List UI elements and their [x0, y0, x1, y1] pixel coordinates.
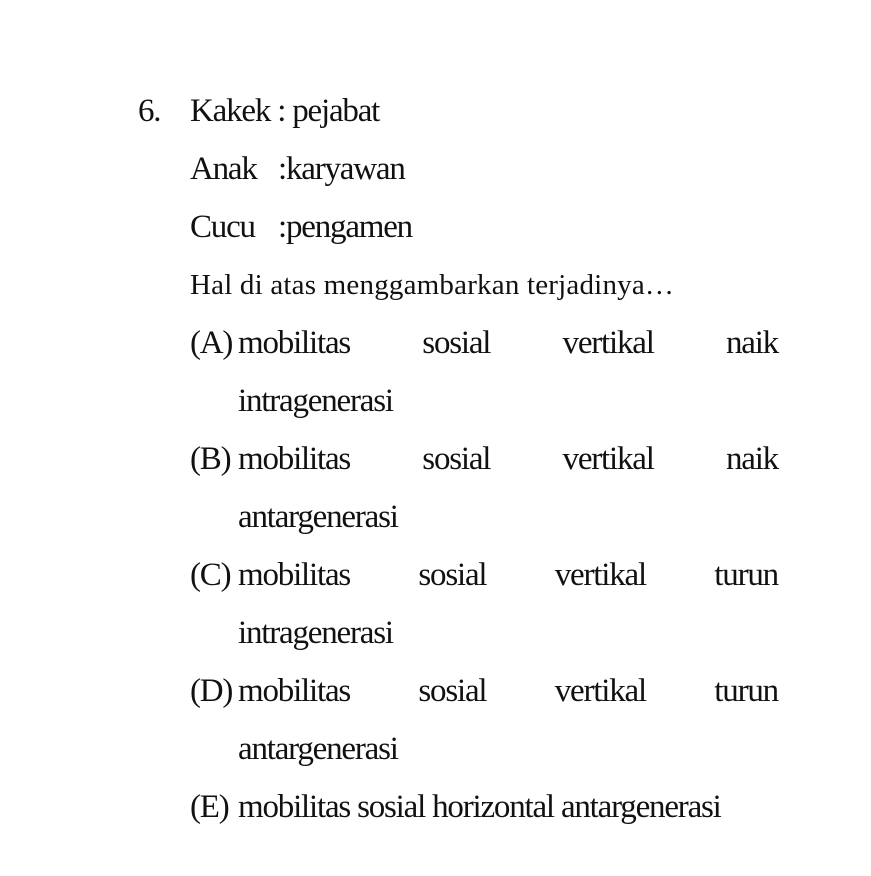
option-text — [238, 778, 778, 836]
stem-kakek — [190, 93, 778, 130]
option-line-1 — [238, 662, 778, 720]
option-c[interactable] — [190, 546, 778, 662]
stem-label: Cucu — [190, 208, 255, 245]
option-letter: (E) — [190, 789, 229, 825]
option-word: vertikal — [562, 440, 654, 477]
option-text — [238, 430, 778, 546]
stem-cucu — [190, 198, 778, 256]
option-text — [238, 546, 778, 662]
option-line-1 — [238, 546, 778, 604]
option-word: mobilitas — [238, 672, 351, 709]
option-line-2: intragenerasi — [238, 383, 393, 419]
option-word: vertikal — [554, 556, 646, 593]
question-prompt: Hal di atas menggambarkan terjadinya… — [190, 268, 675, 301]
option-b[interactable] — [190, 430, 778, 546]
option-word: vertikal — [562, 324, 654, 361]
option-word: mobilitas — [238, 556, 351, 593]
option-word: turun — [714, 556, 778, 593]
option-text — [238, 662, 778, 778]
option-word: sosial — [422, 440, 491, 477]
option-letter: (A) — [190, 325, 233, 361]
option-word: sosial — [422, 324, 491, 361]
stem-separator: : — [277, 92, 286, 129]
option-word: turun — [714, 672, 778, 709]
option-word: vertikal — [554, 672, 646, 709]
option-e[interactable] — [190, 778, 778, 836]
stem-separator: : — [278, 208, 286, 245]
option-letter: (B) — [190, 441, 231, 477]
option-line-2: antargenerasi — [238, 731, 398, 767]
option-word: naik — [725, 440, 778, 477]
stem-separator: : — [278, 150, 286, 187]
question-6 — [138, 82, 778, 836]
stem-anak — [190, 140, 778, 198]
option-word: mobilitas — [238, 324, 351, 361]
option-word: sosial — [418, 556, 487, 593]
option-line-1 — [238, 314, 778, 372]
option-word: mobilitas — [238, 440, 351, 477]
question-first-row — [138, 82, 778, 140]
question-number: 6. — [138, 92, 161, 129]
stem-value: karyawan — [285, 150, 405, 187]
stem-label: Anak — [190, 150, 257, 187]
option-letter: (C) — [190, 557, 231, 593]
stem-value: pejabat — [292, 92, 380, 129]
option-letter: (D) — [190, 673, 233, 709]
option-a[interactable] — [190, 314, 778, 430]
option-word: sosial — [418, 672, 487, 709]
stem-label: Kakek — [190, 92, 271, 129]
option-d[interactable] — [190, 662, 778, 778]
option-word: naik — [725, 324, 778, 361]
option-line-2: antargenerasi — [238, 499, 398, 535]
option-text — [238, 314, 778, 430]
stem-value: pengamen — [285, 208, 412, 245]
option-line-1: mobilitas sosial horizontal antargenerasi — [238, 789, 721, 825]
option-line-1 — [238, 430, 778, 488]
option-line-2: intragenerasi — [238, 615, 393, 651]
